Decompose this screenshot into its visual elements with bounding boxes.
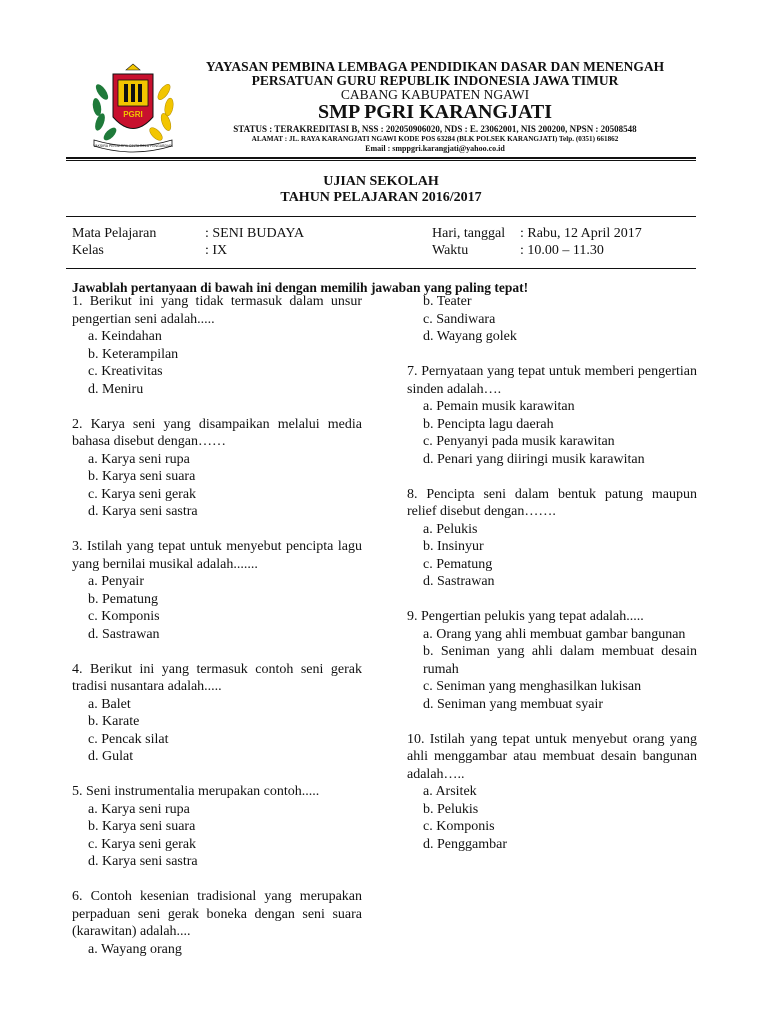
branch-name: CABANG KABUPATEN NGAWI — [340, 87, 530, 102]
date-value: : Rabu, 12 April 2017 — [520, 226, 642, 241]
option: d. Seniman yang membuat syair — [423, 696, 604, 712]
question-text: 5. Seni instrumentalia merupakan contoh..... — [72, 784, 320, 799]
option: d. Penggambar — [423, 836, 507, 852]
option: a. Wayang orang — [88, 941, 182, 957]
question-text: 3. Istilah yang tepat untuk menyebut pencipta lagu yang bernilai musikal adalah....... — [72, 539, 362, 572]
question-text: 7. Pernyataan yang tepat untuk memberi pengertian sinden adalah…. — [407, 364, 697, 397]
option: c. Pencak silat — [88, 731, 169, 747]
option: b. Karate — [88, 714, 140, 729]
school-email: Email : smppgri.karangjati@yahoo.co.id — [365, 144, 505, 153]
option: b. Seniman yang ahli dalam membuat desain rumah — [423, 644, 697, 677]
option: c. Sandiwara — [423, 311, 496, 327]
svg-text:PGRI: PGRI — [123, 110, 143, 119]
svg-text:VAKSIRA PERSERRA CINTA RELA PE: VAKSIRA PERSERRA CINTA RELA PENGABDIAN — [93, 144, 173, 148]
option: d. Sastrawan — [423, 574, 495, 589]
class-label: Kelas — [72, 243, 104, 258]
option: a. Pemain musik karawitan — [423, 399, 575, 414]
exam-title: UJIAN SEKOLAH — [323, 174, 439, 189]
option: d. Karya seni sastra — [88, 504, 198, 519]
option: d. Sastrawan — [88, 626, 160, 642]
letterhead-rule-thin — [66, 160, 696, 161]
option: a. Orang yang ahli membuat gambar bangunan — [423, 626, 686, 642]
option: c. Karya seni gerak — [88, 836, 197, 852]
info-top-rule — [66, 216, 696, 217]
instruction: Jawablah pertanyaan di bawah ini dengan memilih jawaban yang paling tepat! — [72, 280, 529, 295]
option: c. Karya seni gerak — [88, 486, 197, 502]
school-name: SMP PGRI KARANGJATI — [317, 101, 553, 123]
question-text: 4. Berikut ini yang termasuk contoh seni gerak tradisi nusantara adalah..... — [72, 661, 362, 694]
option: b. Pencipta lagu daerah — [423, 416, 554, 432]
foundation-name: YAYASAN PEMBINA LEMBAGA PENDIDIKAN DASAR DAN MENENGAH — [205, 59, 665, 74]
letterhead-rule — [66, 157, 696, 159]
subject-label: Mata Pelajaran — [72, 226, 157, 241]
option: a. Penyair — [88, 574, 144, 589]
option: c. Penyanyi pada musik karawitan — [423, 434, 615, 449]
option: d. Penari yang diiringi musik karawitan — [423, 451, 645, 467]
option: c. Seniman yang menghasilkan lukisan — [423, 679, 642, 694]
question-text: 9. Pengertian pelukis yang tepat adalah..... — [407, 609, 644, 624]
option: d. Gulat — [88, 749, 134, 764]
question-text: 2. Karya seni yang disampaikan melalui media bahasa disebut dengan…… — [72, 416, 362, 449]
option: c. Kreativitas — [88, 364, 163, 379]
option: b. Pelukis — [423, 801, 479, 817]
option: c. Komponis — [423, 819, 495, 834]
info-bottom-rule — [66, 268, 696, 269]
option: a. Karya seni rupa — [88, 801, 190, 817]
time-label: Waktu — [432, 243, 469, 258]
question-text: 1. Berikut ini yang tidak termasuk dalam unsur pengertian seni adalah..... — [72, 294, 362, 327]
time-value: : 10.00 – 11.30 — [520, 243, 604, 258]
option: c. Pematung — [423, 556, 493, 572]
option: a. Keindahan — [88, 329, 162, 344]
date-label: Hari, tanggal — [432, 226, 506, 241]
option: b. Keterampilan — [88, 346, 179, 362]
option: b. Pematung — [88, 591, 158, 607]
option: c. Komponis — [88, 609, 160, 624]
option: a. Balet — [88, 696, 131, 712]
questions-right-column — [407, 293, 697, 853]
option: b. Karya seni suara — [88, 469, 196, 484]
school-address: ALAMAT : JL. RAYA KARANGJATI NGAWI KODE POS 63284 (BLK POLSEK KARANGJATI) Telp. (0351) 661862 — [251, 135, 619, 143]
question-text: 6. Contoh kesenian tradisional yang merupakan perpaduan seni gerak boneka dengan seni suara (karawitan) adalah.... — [72, 889, 362, 939]
option: d. Meniru — [88, 381, 144, 397]
question-text: 8. Pencipta seni dalam bentuk patung maupun relief disebut dengan……. — [407, 486, 697, 519]
questions-left-column — [72, 293, 362, 958]
association-name: PERSATUAN GURU REPUBLIK INDONESIA JAWA TIMUR — [251, 73, 619, 88]
option: d. Karya seni sastra — [88, 854, 198, 869]
school-status: STATUS : TERAKREDITASI B, NSS : 202050906020, NDS : E. 23062001, NIS 200200, NPSN : 20508548 — [233, 124, 637, 134]
option: b. Karya seni suara — [88, 819, 196, 834]
option: a. Pelukis — [423, 521, 478, 537]
exam-year: TAHUN PELAJARAN 2016/2017 — [280, 190, 482, 205]
subject-value: : SENI BUDAYA — [205, 226, 305, 241]
option: a. Karya seni rupa — [88, 451, 190, 467]
option: b. Teater — [423, 294, 472, 309]
option: d. Wayang golek — [423, 329, 517, 344]
option: a. Arsitek — [423, 784, 477, 799]
question-text: 10. Istilah yang tepat untuk menyebut orang yang ahli menggambar atau membuat desain bangunan adalah….. — [407, 731, 697, 782]
class-value: : IX — [205, 243, 228, 258]
option: b. Insinyur — [423, 539, 484, 554]
